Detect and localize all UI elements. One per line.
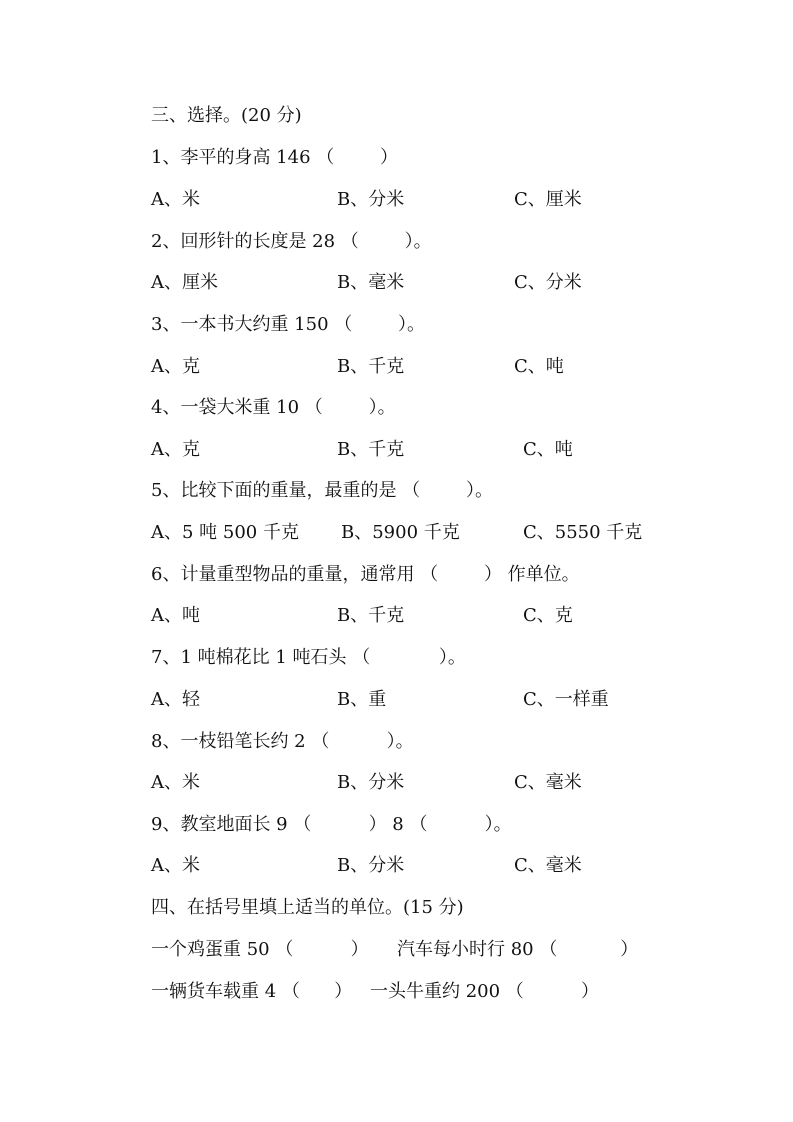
q8-option-a: A、米 <box>151 772 200 793</box>
q2-option-a: A、厘米 <box>151 272 218 293</box>
q6-option-a: A、吨 <box>151 605 200 626</box>
q5-option-c: C、5550 千克 <box>523 522 643 543</box>
q3-option-b: B、千克 <box>337 356 405 377</box>
fill-item-cow-weight: 一头牛重约 200 （ ） <box>370 981 600 1002</box>
q3-option-a: A、克 <box>151 356 200 377</box>
q1-option-a: A、米 <box>151 189 200 210</box>
q9-option-a: A、米 <box>151 855 200 876</box>
q1-option-c: C、厘米 <box>514 189 582 210</box>
q6-option-c: C、克 <box>523 605 573 626</box>
q7-option-c: C、一样重 <box>523 689 609 710</box>
section-3-title: 三、选择。(20 分) <box>151 105 302 126</box>
question-8: 8、一枝铅笔长约 2 （ ）。 <box>151 731 414 752</box>
question-4: 4、一袋大米重 10 （ ）。 <box>151 397 396 418</box>
question-7: 7、1 吨棉花比 1 吨石头 （ ）。 <box>151 647 466 668</box>
fill-item-car-speed: 汽车每小时行 80 （ ） <box>397 939 639 960</box>
question-1: 1、李平的身高 146 （ ） <box>151 147 399 168</box>
q2-option-b: B、毫米 <box>337 272 405 293</box>
question-3: 3、一本书大约重 150 （ ）。 <box>151 314 426 335</box>
q9-option-c: C、毫米 <box>514 855 582 876</box>
q6-option-b: B、千克 <box>337 605 405 626</box>
q9-option-b: B、分米 <box>337 855 405 876</box>
question-9: 9、教室地面长 9 （ ） 8 （ ）。 <box>151 814 512 835</box>
q7-option-b: B、重 <box>337 689 387 710</box>
q8-option-b: B、分米 <box>337 772 405 793</box>
section-4-title: 四、在括号里填上适当的单位。(15 分) <box>151 897 464 918</box>
q3-option-c: C、吨 <box>514 356 564 377</box>
q7-option-a: A、轻 <box>151 689 200 710</box>
question-2: 2、回形针的长度是 28 （ ）。 <box>151 231 432 252</box>
q2-option-c: C、分米 <box>514 272 582 293</box>
q4-option-c: C、吨 <box>523 439 573 460</box>
question-6: 6、计量重型物品的重量，通常用 （ ） 作单位。 <box>151 564 580 585</box>
question-5: 5、比较下面的重量，最重的是 （ ）。 <box>151 480 493 501</box>
q4-option-a: A、克 <box>151 439 200 460</box>
q8-option-c: C、毫米 <box>514 772 582 793</box>
fill-item-truck-load: 一辆货车载重 4 （ ） <box>151 981 353 1002</box>
q5-option-b: B、5900 千克 <box>341 522 460 543</box>
q5-option-a: A、5 吨 500 千克 <box>151 522 299 543</box>
fill-item-egg: 一个鸡蛋重 50 （ ） <box>151 939 369 960</box>
q4-option-b: B、千克 <box>337 439 405 460</box>
q1-option-b: B、分米 <box>337 189 405 210</box>
